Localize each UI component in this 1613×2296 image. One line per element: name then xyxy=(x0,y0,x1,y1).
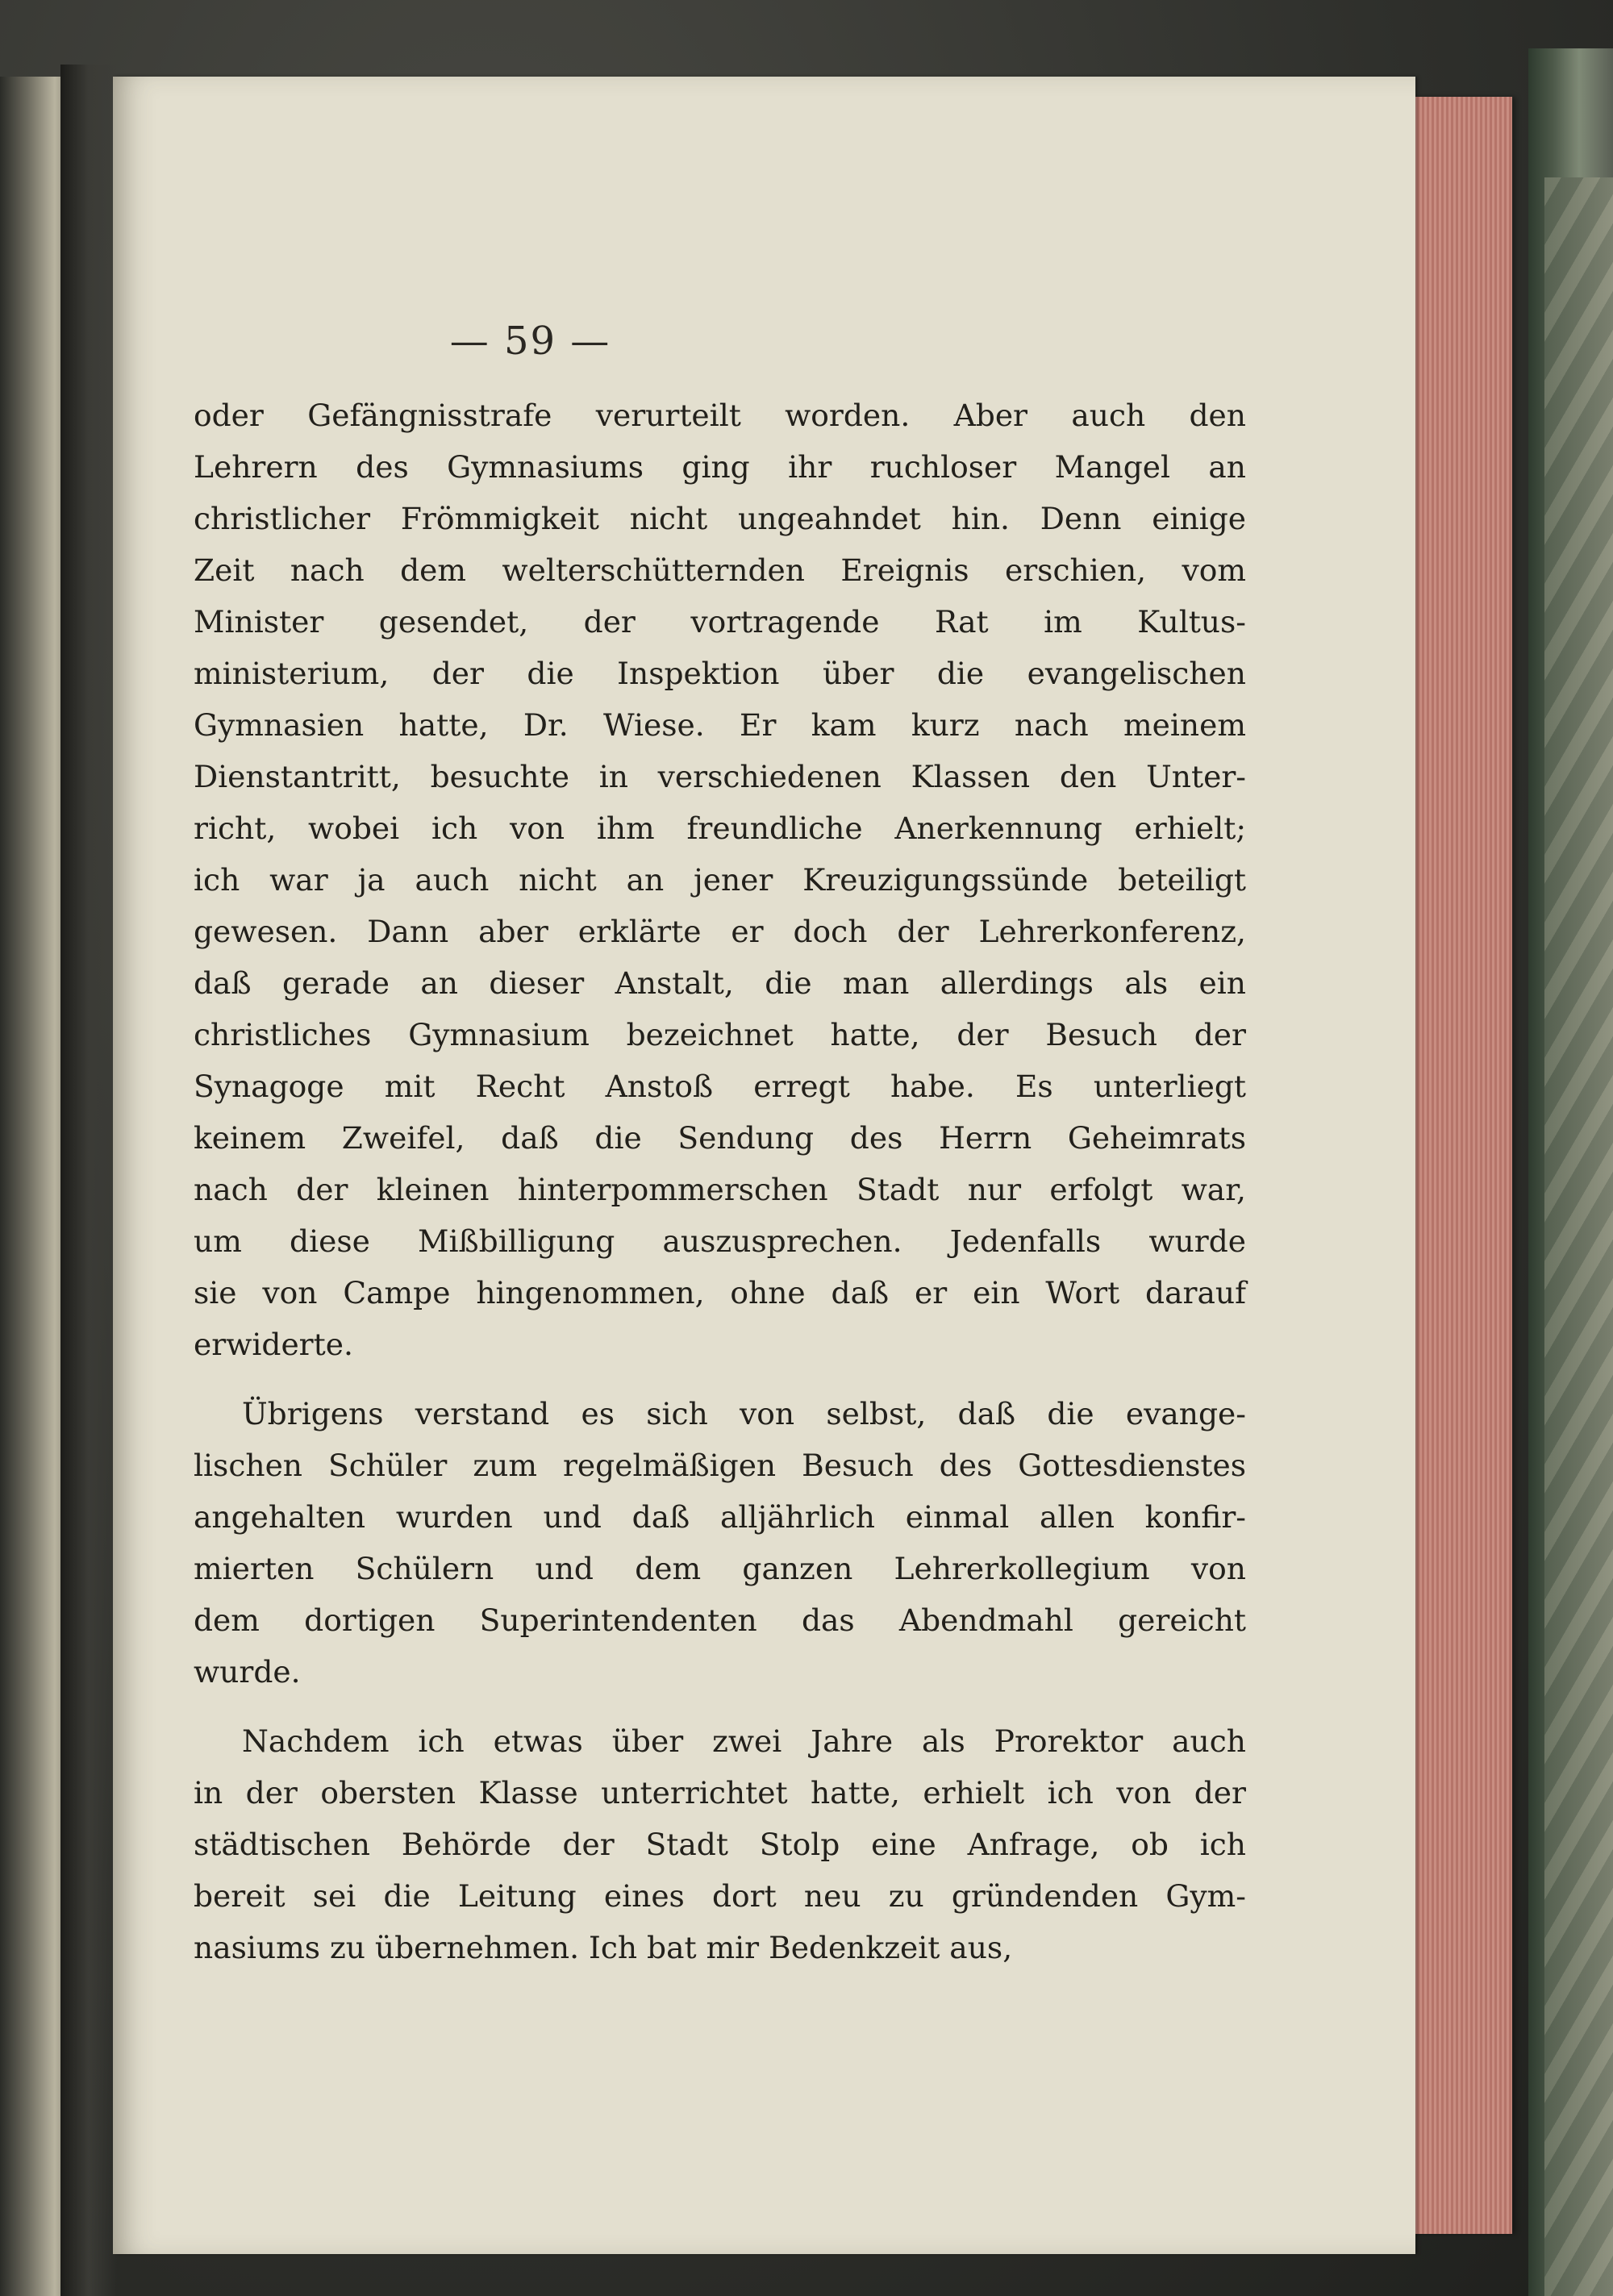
text-line: sie von Campe hingenommen, ohne daß er ein Wort darauf xyxy=(194,1275,1246,1311)
text-line: in der obersten Klasse unterrichtet hatte, erhielt ich von der xyxy=(194,1775,1246,1811)
text-line: angehalten wurden und daß alljährlich einmal allen konfir- xyxy=(194,1499,1246,1535)
text-line: mierten Schülern und dem ganzen Lehrerkollegium von xyxy=(194,1551,1246,1586)
text-line: oder Gefängnisstrafe verurteilt worden. Aber auch den xyxy=(194,398,1246,433)
text-line: Synagoge mit Recht Anstoß erregt habe. Es unterliegt xyxy=(194,1069,1246,1104)
body-text xyxy=(194,390,1246,1973)
text-line: Übrigens verstand es sich von selbst, daß die evange- xyxy=(242,1396,1246,1431)
text-line: nach der kleinen hinterpommerschen Stadt nur erfolgt war, xyxy=(194,1172,1246,1207)
paragraph-gap xyxy=(194,1698,1246,1715)
text-line: nasiums zu übernehmen. Ich bat mir Bedenkzeit aus, xyxy=(194,1930,1013,1965)
text-line: erwiderte. xyxy=(194,1327,353,1362)
red-page-edges xyxy=(1407,97,1512,2234)
page-number: — 59 — xyxy=(449,319,611,364)
text-line: Minister gesendet, der vortragende Rat im Kultus- xyxy=(194,604,1246,640)
text-line: um diese Mißbilligung auszusprechen. Jedenfalls wurde xyxy=(194,1223,1246,1259)
text-line: daß gerade an dieser Anstalt, die man allerdings als ein xyxy=(194,965,1246,1001)
text-line: dem dortigen Superintendenten das Abendmahl gereicht xyxy=(194,1602,1246,1638)
book-page xyxy=(113,77,1415,2254)
text-line: keinem Zweifel, daß die Sendung des Herrn Geheimrats xyxy=(194,1120,1246,1156)
text-line: lischen Schüler zum regelmäßigen Besuch des Gottesdienstes xyxy=(194,1448,1246,1483)
paragraph-gap xyxy=(194,1370,1246,1388)
text-line: Dienstantritt, besuchte in verschiedenen Klassen den Unter- xyxy=(194,759,1246,794)
text-line: gewesen. Dann aber erklärte er doch der Lehrerkonferenz, xyxy=(194,914,1246,949)
text-line: wurde. xyxy=(194,1654,301,1690)
marbled-endpaper xyxy=(1544,177,1613,2296)
text-line: Lehrern des Gymnasiums ging ihr ruchloser Mangel an xyxy=(194,449,1246,485)
text-line: christliches Gymnasium bezeichnet hatte, der Besuch der xyxy=(194,1017,1246,1052)
text-line: Gymnasien hatte, Dr. Wiese. Er kam kurz nach meinem xyxy=(194,707,1246,743)
text-line: richt, wobei ich von ihm freundliche Anerkennung erhielt; xyxy=(194,810,1246,846)
text-line: Zeit nach dem welterschütternden Ereignis erschien, vom xyxy=(194,552,1246,588)
text-line: städtischen Behörde der Stadt Stolp eine Anfrage, ob ich xyxy=(194,1827,1246,1862)
text-line: Nachdem ich etwas über zwei Jahre als Prorektor auch xyxy=(242,1723,1246,1759)
text-line: ich war ja auch nicht an jener Kreuzigungssünde beteiligt xyxy=(194,862,1246,898)
book-gutter xyxy=(60,65,117,2296)
text-line: ministerium, der die Inspektion über die evangelischen xyxy=(194,656,1246,691)
facing-page-edge xyxy=(0,77,69,2296)
text-line: bereit sei die Leitung eines dort neu zu gründenden Gym- xyxy=(194,1878,1246,1914)
text-line: christlicher Frömmigkeit nicht ungeahndet hin. Denn einige xyxy=(194,501,1246,536)
